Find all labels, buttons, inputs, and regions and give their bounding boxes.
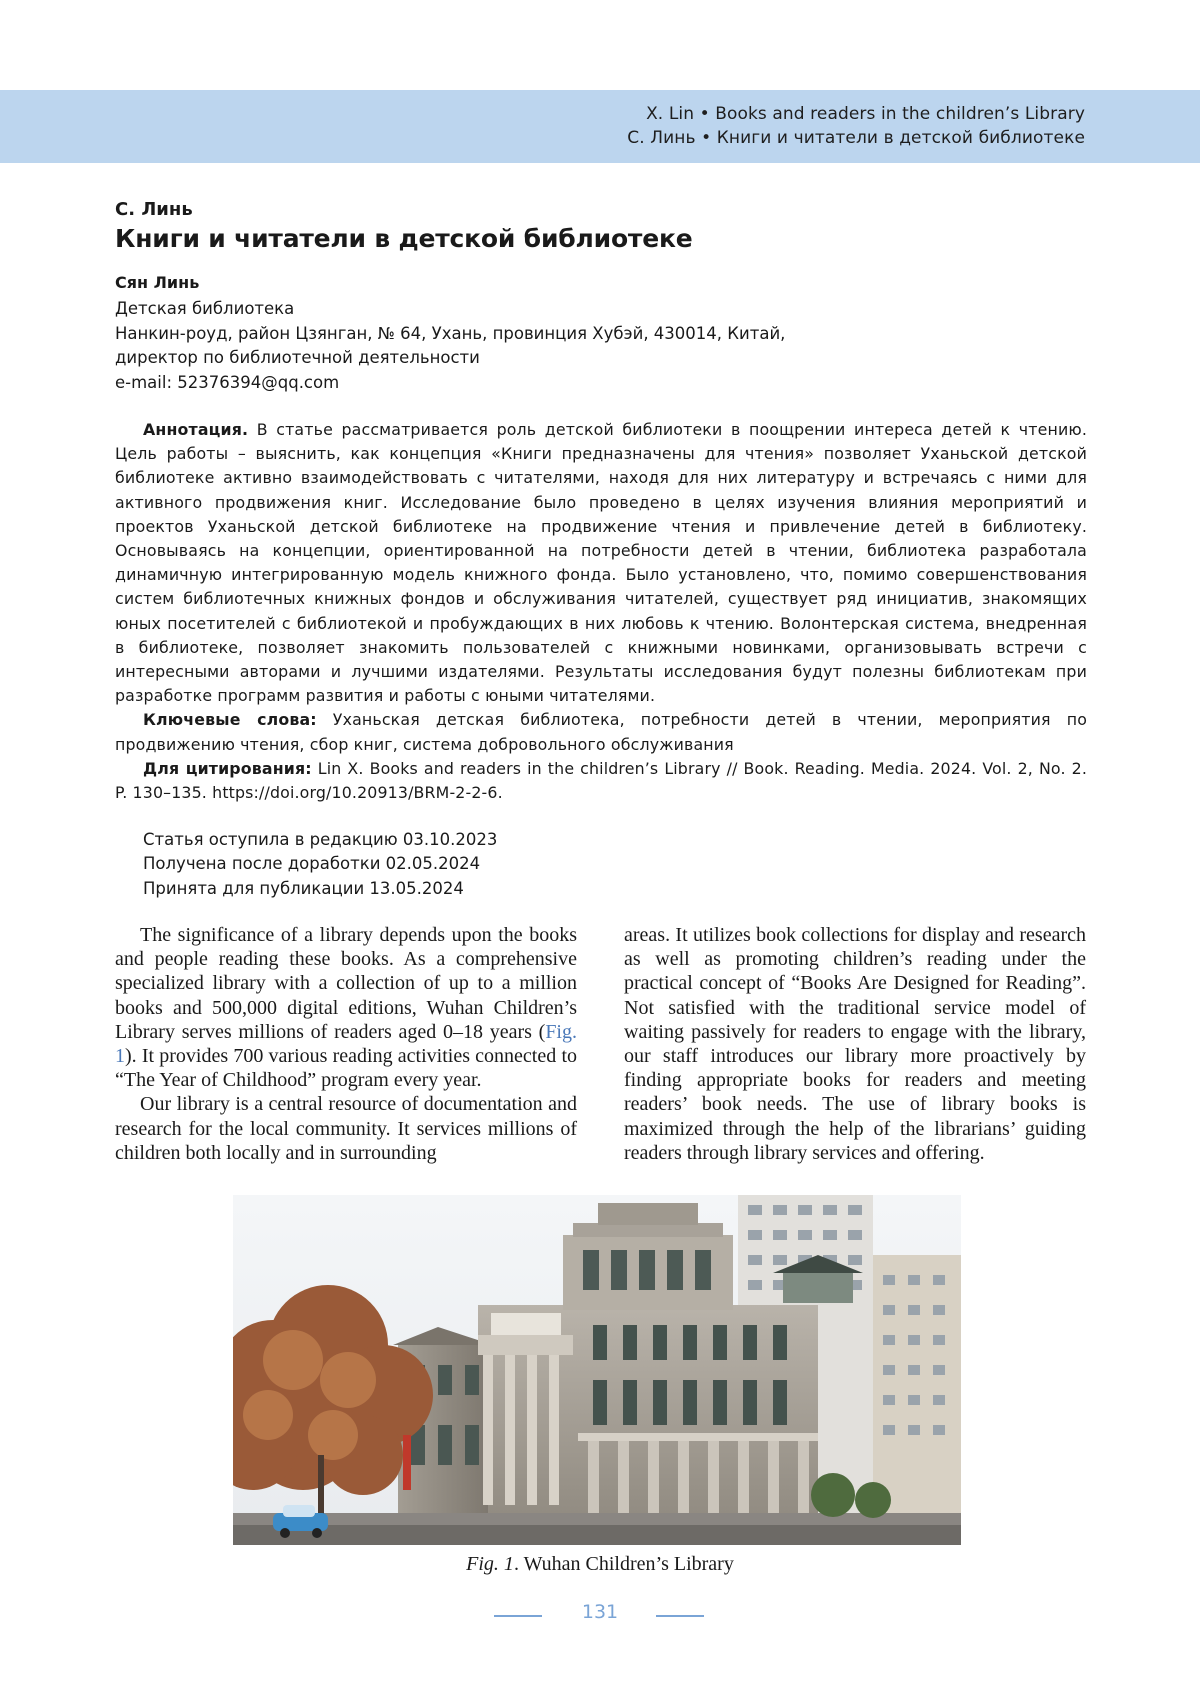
date-accepted: Принята для публикации 13.05.2024 [143,877,497,901]
body-paragraph: Our library is a central resource of documentation and research for the local community. It services millions of children both locally and in surrounding [115,1092,577,1165]
running-header-en: X. Lin • Books and readers in the children’s Library [646,104,1085,124]
affiliation-line: Детская библиотека [115,297,785,322]
affiliation-line: директор по библиотечной деятельности [115,346,785,371]
keywords-paragraph [115,708,1087,756]
body-column-left [115,923,577,1165]
figure-caption-text: . Wuhan Children’s Library [514,1553,734,1575]
author-email[interactable]: e-mail: 52376394@qq.com [115,371,785,396]
page-number: 131 [570,1601,630,1623]
body-text: The significance of a library depends upon the books and people reading these books. As a comprehensive specialized library with a collection of up to a million books and 500,000 digital editions, Wuhan Children’s Library serves millions of readers aged 0–18 years ( [115,924,577,1043]
running-header-ru: С. Линь • Книги и читатели в детской библиотеке [627,128,1085,148]
date-revised: Получена после доработки 02.05.2024 [143,852,497,876]
article-title: Книги и читатели в детской библиотеке [115,224,693,253]
author-full-name: Сян Линь [115,273,199,292]
figure-reference-link[interactable]: Fig. 1 [115,1021,577,1067]
library-photo [233,1195,961,1545]
keywords-label: Ключевые слова: [143,710,317,729]
article-dates [143,828,497,901]
citation-paragraph [115,757,1087,805]
abstract-label: Аннотация. [143,420,248,439]
page-footer [0,1601,1200,1631]
body-text: ). It provides 700 various reading activities connected to “The Year of Childhood” program every year. [115,1045,577,1091]
abstract-block [115,418,1087,805]
body-paragraph [115,923,577,1092]
footer-rule-right [656,1615,704,1617]
affiliation-line: Нанкин-роуд, район Цзянган, № 64, Ухань, провинция Хубэй, 430014, Китай, [115,322,785,347]
figure-caption [0,1553,1200,1576]
library-building-illustration [233,1195,961,1545]
abstract-text: В статье рассматривается роль детской библиотеки в поощрении интереса детей к чтению. Цель работы – выяснить, как концепция «Книги предназначены для чтения» позволяет Уханьской детской библиотеке активно взаимодействовать с читателями, находя для них литературу и встречаясь с ними для активного продвижения книг. Исследование было проведено в целях изучения влияния мероприятий и проектов Уханьской детской библиотеке на продвижение чтения и привлечение детей в библиотеку. Основываясь на концепции, ориентированной на потребности детей в чтении, библиотека разработала динамичную интегрированную модель книжного фонда. Было установлено, что, помимо совершенствования систем библиотечных книжных фондов и обслуживания читателей, существует ряд инициатив, знакомящих юных посетителей с библиотекой и пробуждающих в них любовь к чтению. Волонтерская система, внедренная в библиотеке, позволяет знакомить пользователей с книжными новинками, организовывать встречи с интересными авторами и лучшими издателями. Результаты исследования будут полезны библиотекам при разработке программ развития и работы с юными читателями. [115,420,1087,705]
author-short: С. Линь [115,199,193,220]
citation-text: Lin X. Books and readers in the children’s Library // Book. Reading. Media. 2024. Vol. 2, No. 2. P. 130–135. https://doi.org/10.20913/BRM-2-2-6. [115,759,1087,802]
body-paragraph: areas. It utilizes book collections for display and research as well as promoting children’s reading under the practical concept of “Books Are Designed for Reading”. Not satisfied with the traditional service model of waiting passively for readers to engage with the library, our staff introduces our library more proactively by finding appropriate books for readers and meeting readers’ book needs. The use of library books is maximized through the help of the librarians’ guiding readers through library services and offering. [624,923,1086,1165]
abstract-paragraph [115,418,1087,708]
author-affiliation [115,297,785,395]
running-header [0,90,1200,163]
body-column-right [624,923,1086,1165]
footer-rule-left [494,1615,542,1617]
date-received: Статья оступила в редакцию 03.10.2023 [143,828,497,852]
figure-label: Fig. 1 [466,1553,514,1575]
keywords-text: Уханьская детская библиотека, потребности детей в чтении, мероприятия по продвижению чтения, сбор книг, система добровольного обслуживания [115,710,1087,753]
citation-label: Для цитирования: [143,759,312,778]
